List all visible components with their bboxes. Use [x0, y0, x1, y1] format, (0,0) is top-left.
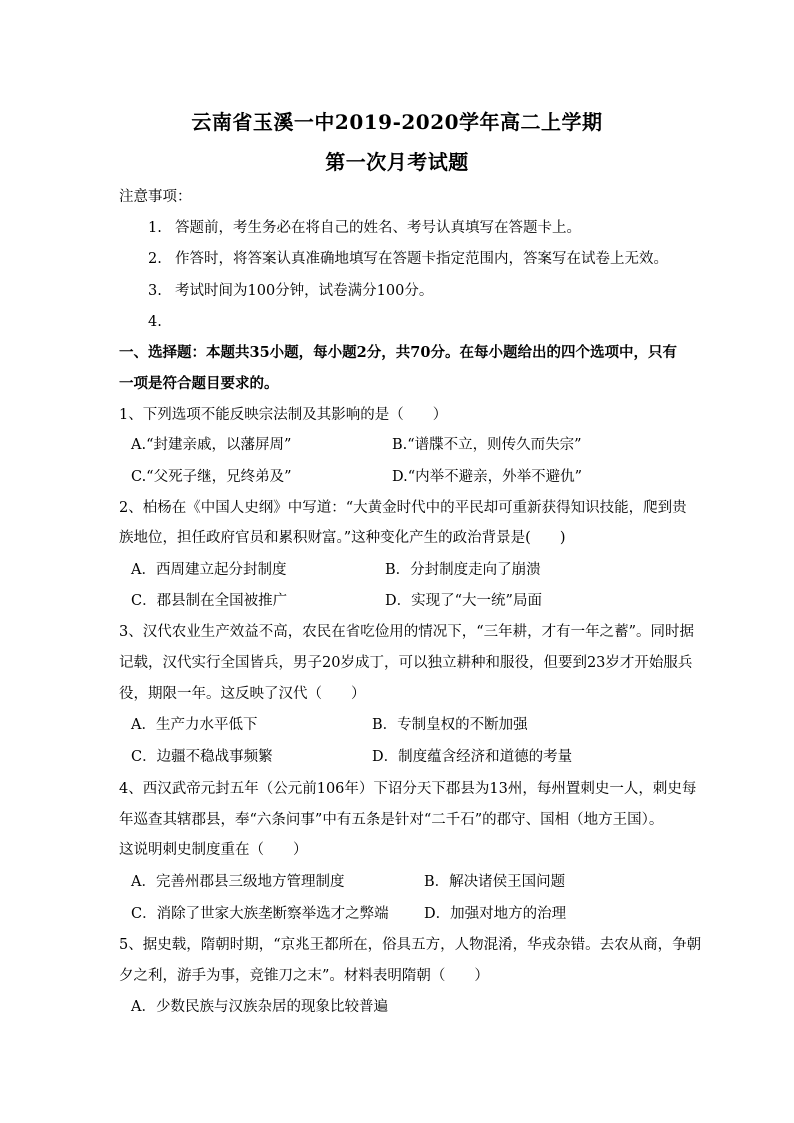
option-a: A．西周建立起分封制度: [131, 562, 287, 578]
option-a: A.“封建亲戚，以藩屏周”: [131, 437, 292, 453]
option-a: A．少数民族与汉族杂居的现象比较普遍: [131, 999, 388, 1015]
note-text: 考试时间为100分钟，试卷满分100分。: [175, 283, 434, 299]
question-4-cont: 年巡查其辖郡县，奉“六条问事”中有五条是针对“二千石”的郡守、国相（地方王国）。: [119, 812, 664, 828]
option-d: D．实现了“大一统”局面: [385, 593, 542, 609]
note-item: [148, 280, 708, 302]
option-b: B．解决诸侯王国问题: [424, 874, 566, 890]
option-d: D．制度蕴含经济和道德的考量: [372, 749, 573, 765]
question-5-cont: 夕之利，游手为事，竞锥刀之末”。材料表明隋朝（ ）: [119, 968, 489, 984]
option-b: B．专制皇权的不断加强: [372, 717, 528, 733]
question-3: 3、汉代农业生产效益不高，农民在省吃俭用的情况下，“三年耕，才有一年之蓄”。同时据: [119, 624, 695, 640]
option-d: D.“内举不避亲，外举不避仇”: [392, 469, 583, 485]
option-c: C．郡县制在全国被推广: [131, 593, 288, 609]
note-item: [148, 311, 708, 333]
exam-subtitle: 第一次月考试题: [325, 150, 469, 174]
section-heading-cont: 一项是符合题目要求的。: [119, 375, 279, 392]
option-c: C.“父死子继，兄终弟及”: [131, 469, 292, 485]
exam-title: 云南省玉溪一中2019-2020学年高二上学期: [191, 110, 603, 134]
note-item: [148, 217, 708, 239]
question-5: 5、据史载，隋朝时期，“京兆王都所在，俗具五方，人物混淆，华戎杂错。去农从商，争朝: [119, 937, 702, 953]
question-4-cont: 这说明刺史制度重在（ ）: [119, 842, 308, 858]
note-text: 作答时，将答案认真准确地填写在答题卡指定范围内，答案写在试卷上无效。: [175, 251, 668, 267]
option-a: A．生产力水平低下: [131, 717, 258, 733]
option-c: C．边疆不稳战事频繁: [131, 749, 273, 765]
question-4: 4、西汉武帝元封五年（公元前106年）下诏分天下郡县为13州，每州置刺史一人，刺史每: [119, 781, 697, 797]
option-a: A．完善州郡县三级地方管理制度: [131, 874, 345, 890]
question-2: 2、柏杨在《中国人史纲》中写道：“大黄金时代中的平民却可重新获得知识技能，爬到贵: [119, 500, 687, 516]
question-3-cont: 役，期限一年。这反映了汉代（ ）: [119, 686, 366, 702]
note-number: 1.: [148, 220, 162, 236]
section-heading: 一、选择题：本题共35小题，每小题2分，共70分。在每小题给出的四个选项中，只有: [119, 344, 677, 361]
question-2-cont: 族地位，担任政府官员和累积财富。”这种变化产生的政治背景是( ): [119, 530, 566, 546]
note-number: 2.: [148, 251, 162, 267]
note-text: 答题前，考生务必在将自己的姓名、考号认真填写在答题卡上。: [175, 220, 581, 236]
option-d: D．加强对地方的治理: [424, 906, 567, 922]
notes-heading: 注意事项：: [119, 189, 192, 205]
note-item: [148, 248, 708, 270]
option-b: B.“谱牒不立，则传久而失宗”: [392, 437, 582, 453]
note-number: 4.: [148, 314, 162, 330]
option-c: C．消除了世家大族垄断察举选才之弊端: [131, 906, 389, 922]
option-b: B．分封制度走向了崩溃: [385, 562, 541, 578]
question-1: 1、下列选项不能反映宗法制及其影响的是（ ）: [119, 407, 448, 423]
question-3-cont: 记载，汉代实行全国皆兵，男子20岁成丁，可以独立耕种和服役，但要到23岁才开始服兵: [119, 655, 693, 671]
note-number: 3.: [148, 283, 162, 299]
